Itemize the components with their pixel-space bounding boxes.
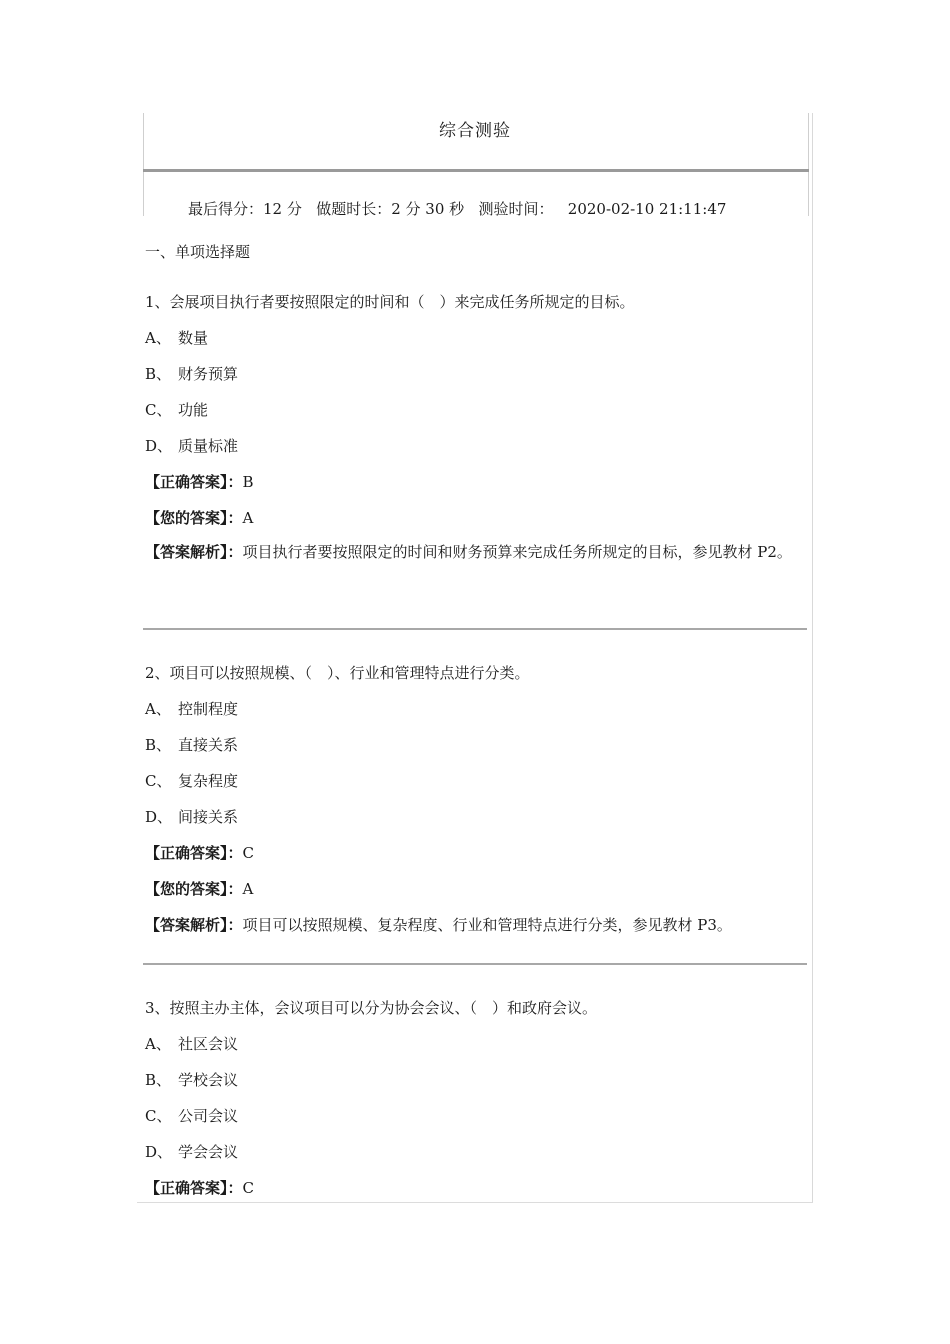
option-c: C、 公司会议: [145, 1107, 239, 1125]
option-c: C、 复杂程度: [145, 772, 239, 790]
option-a: A、 数量: [145, 329, 209, 347]
option-b: B、 财务预算: [145, 365, 239, 383]
option-a: A、 社区会议: [145, 1035, 239, 1053]
test-time-value: 2020-02-10 21:11:47: [567, 200, 727, 218]
correct-answer: 【正确答案】：B: [145, 473, 254, 491]
option-d: D、 学会会议: [145, 1143, 239, 1161]
question-stem: 2、项目可以按照规模、（ ）、行业和管理特点进行分类。: [145, 664, 530, 682]
answer-explanation: 【答案解析】：项目可以按照规模、复杂程度、行业和管理特点进行分类，参见教材 P3。: [145, 916, 732, 934]
your-answer: 【您的答案】：A: [145, 509, 254, 527]
duration-label: 做题时长：: [316, 200, 392, 218]
title-divider: [143, 169, 809, 172]
option-d: D、 质量标准: [145, 437, 239, 455]
section-title: 一、单项选择题: [145, 243, 251, 261]
question-divider: [143, 628, 807, 630]
your-answer: 【您的答案】：A: [145, 880, 254, 898]
question-stem: 3、按照主办主体，会议项目可以分为协会会议、（ ）和政府会议。: [145, 999, 598, 1017]
document-page: [137, 113, 813, 1203]
page-title: 综合测验: [439, 121, 511, 141]
option-d: D、 间接关系: [145, 808, 239, 826]
score-value: 12 分: [263, 200, 302, 218]
option-b: B、 学校会议: [145, 1071, 239, 1089]
test-time-label: 测验时间：: [478, 200, 554, 218]
option-c: C、 功能: [145, 401, 209, 419]
answer-explanation: 【答案解析】：项目执行者要按照限定的时间和财务预算来完成任务所规定的目标，参见教材 P2。: [145, 543, 792, 561]
correct-answer: 【正确答案】：C: [145, 1179, 254, 1197]
duration-value: 2 分 30 秒: [391, 200, 465, 218]
option-b: B、 直接关系: [145, 736, 239, 754]
question-divider: [143, 963, 807, 965]
option-a: A、 控制程度: [145, 700, 239, 718]
correct-answer: 【正确答案】：C: [145, 844, 254, 862]
result-summary: [188, 198, 726, 219]
question-stem: 1、会展项目执行者要按照限定的时间和（ ）来完成任务所规定的目标。: [145, 293, 635, 311]
score-label: 最后得分：: [188, 200, 264, 218]
